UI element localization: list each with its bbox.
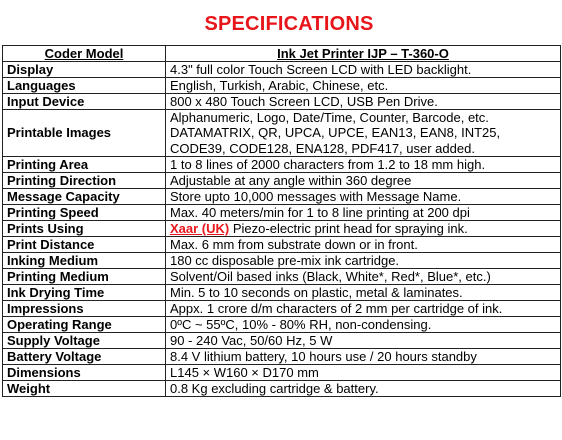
table-row (3, 364, 561, 380)
table-row (3, 172, 561, 188)
table-row (3, 268, 561, 284)
page-title-text: SPECIFICATIONS (204, 13, 374, 35)
spec-value: 0.8 Kg excluding cartridge & battery. (166, 380, 561, 396)
spec-label: Ink Drying Time (3, 284, 166, 300)
table-row (3, 348, 561, 364)
spec-label: Dimensions (3, 364, 166, 380)
spec-label: Printing Area (3, 156, 166, 172)
spec-value (166, 220, 561, 236)
spec-label: Prints Using (3, 220, 166, 236)
table-row (3, 332, 561, 348)
spec-value: English, Turkish, Arabic, Chinese, etc. (166, 78, 561, 94)
table-row (3, 380, 561, 396)
spec-value: 8.4 V lithium battery, 10 hours use / 20 hours standby (166, 348, 561, 364)
table-row (3, 110, 561, 157)
spec-value: Adjustable at any angle within 360 degree (166, 172, 561, 188)
table-row (3, 300, 561, 316)
spec-value: 1 to 8 lines of 2000 characters from 1.2 to 18 mm high. (166, 156, 561, 172)
spec-label: Inking Medium (3, 252, 166, 268)
table-row (3, 220, 561, 236)
table-row (3, 236, 561, 252)
spec-value: Solvent/Oil based inks (Black, White*, Red*, Blue*, etc.) (166, 268, 561, 284)
table-row (3, 252, 561, 268)
spec-value: Store upto 10,000 messages with Message Name. (166, 188, 561, 204)
spec-label: Input Device (3, 94, 166, 110)
table-header-row (3, 46, 561, 62)
spec-value: 4.3" full color Touch Screen LCD with LED backlight. (166, 62, 561, 78)
spec-label: Battery Voltage (3, 348, 166, 364)
spec-value: Max. 6 mm from substrate down or in front. (166, 236, 561, 252)
spec-label: Weight (3, 380, 166, 396)
spec-value-text: Piezo-electric print head for spraying ink. (229, 220, 468, 236)
xaar-brand-link[interactable]: Xaar (UK) (170, 220, 230, 236)
spec-label: Impressions (3, 300, 166, 316)
spec-value: 180 cc disposable pre-mix ink cartridge. (166, 252, 561, 268)
spec-label: Print Distance (3, 236, 166, 252)
spec-value-multiline (166, 110, 561, 157)
spec-label: Languages (3, 78, 166, 94)
spec-label: Operating Range (3, 316, 166, 332)
table-row (3, 316, 561, 332)
table-row (3, 284, 561, 300)
table-row (3, 156, 561, 172)
spec-label: Display (3, 62, 166, 78)
spec-label: Supply Voltage (3, 332, 166, 348)
spec-value-line: Alphanumeric, Logo, Date/Time, Counter, Barcode, etc. (170, 110, 489, 125)
spec-value-line: DATAMATRIX, QR, UPCA, UPCE, EAN13, EAN8, INT25, (170, 125, 501, 141)
spec-value: Min. 5 to 10 seconds on plastic, metal & laminates. (166, 284, 561, 300)
table-row (3, 78, 561, 94)
spec-label: Message Capacity (3, 188, 166, 204)
table-row (3, 204, 561, 220)
spec-value: Max. 40 meters/min for 1 to 8 line printing at 200 dpi (166, 204, 561, 220)
spec-value: 90 - 240 Vac, 50/60 Hz, 5 W (166, 332, 561, 348)
table-row (3, 94, 561, 110)
specifications-table (2, 45, 561, 397)
table-row (3, 62, 561, 78)
spec-label: Printing Medium (3, 268, 166, 284)
spec-value: 0ºC ~ 55ºC, 10% - 80% RH, non-condensing. (166, 316, 561, 332)
table-row (3, 188, 561, 204)
header-coder-model: Coder Model (3, 46, 166, 62)
spec-label: Printing Speed (3, 204, 166, 220)
spec-value: Appx. 1 crore d/m characters of 2 mm per cartridge of ink. (166, 300, 561, 316)
header-model-name: Ink Jet Printer IJP – T-360-O (166, 46, 561, 62)
page-title (0, 12, 562, 36)
spec-value: L145 × W160 × D170 mm (166, 364, 561, 380)
spec-label: Printing Direction (3, 172, 166, 188)
spec-value: 800 x 480 Touch Screen LCD, USB Pen Drive. (166, 94, 561, 110)
spec-label: Printable Images (3, 110, 166, 157)
spec-value-line: CODE39, CODE128, ENA128, PDF417, user added. (170, 140, 475, 156)
